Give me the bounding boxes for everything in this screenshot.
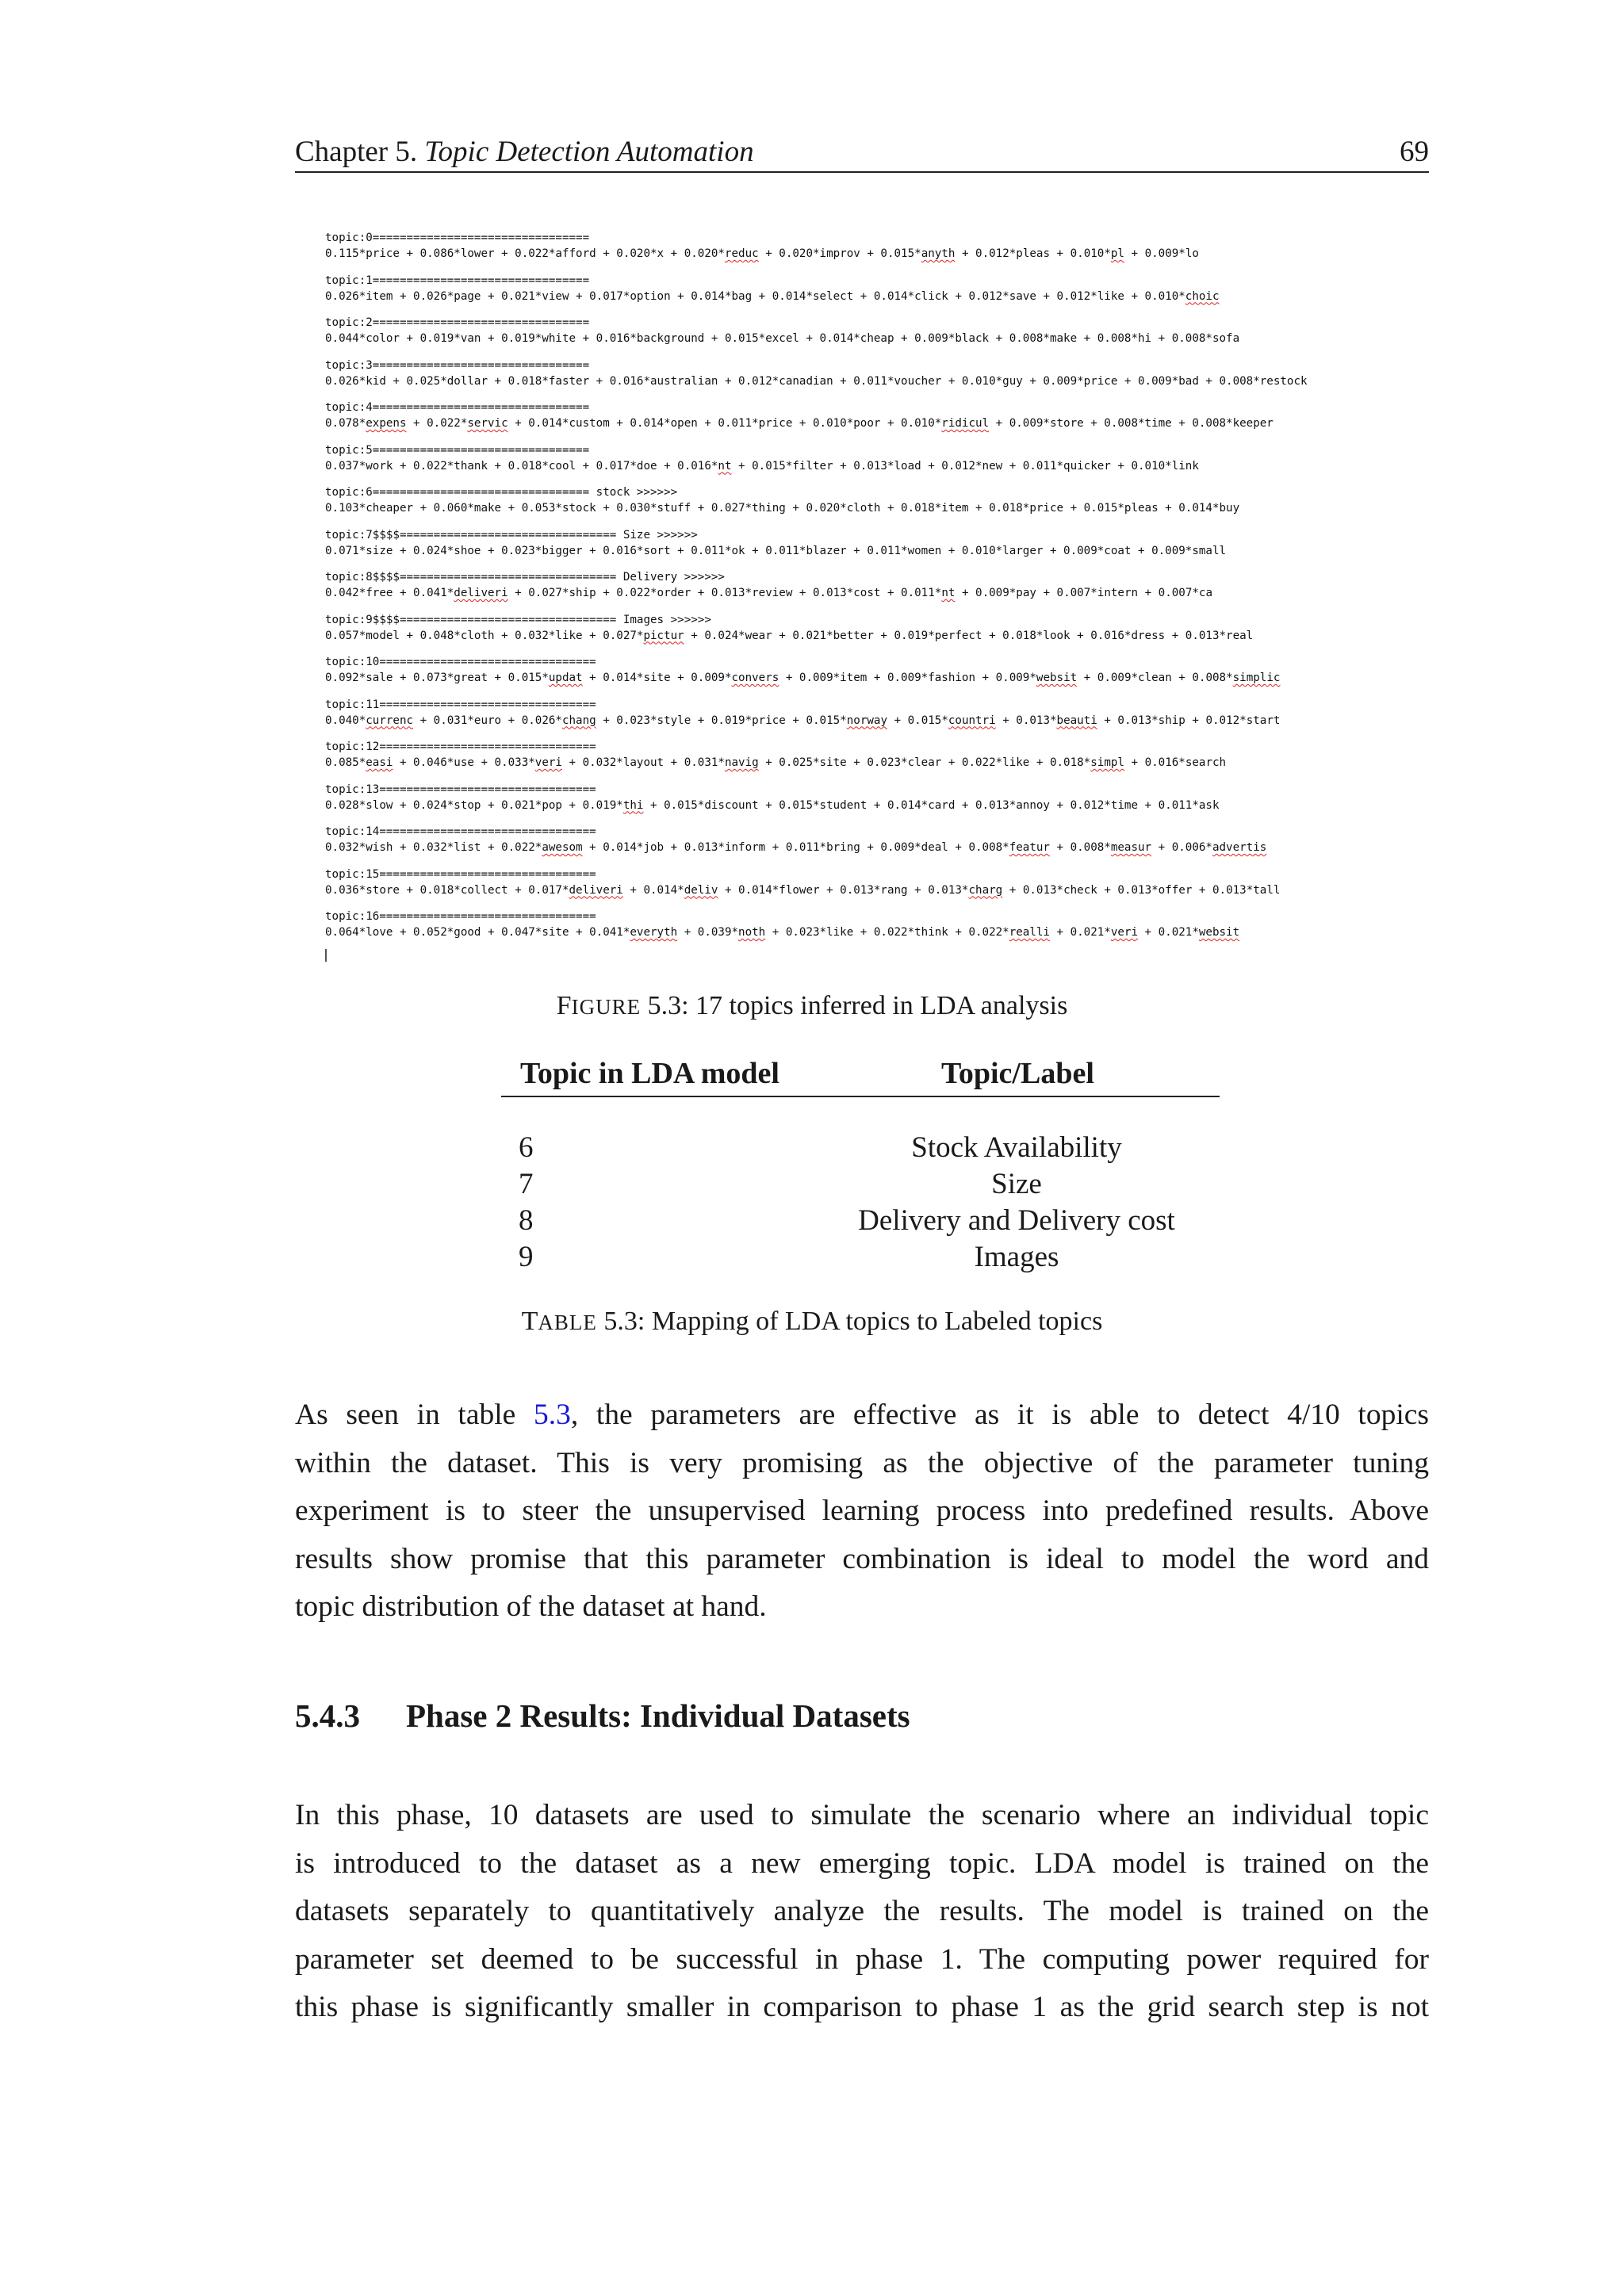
- lda-word-run: + 0.012*pleas + 0.010*: [955, 247, 1111, 260]
- lda-word-run: + 0.013*check + 0.013*offer + 0.013*tall: [1002, 883, 1281, 897]
- spellcheck-flagged-word: simplic: [1232, 672, 1281, 684]
- lda-word-run: + 0.022*: [406, 417, 468, 430]
- lda-word-run: + 0.024*wear + 0.021*better + 0.019*perfect + 0.018*look + 0.016*dress + 0.013*real: [684, 629, 1254, 642]
- text-cursor: [325, 949, 327, 962]
- lda-topic-header: topic:4================================: [325, 401, 590, 414]
- lda-word-run: + 0.009*clean + 0.008*: [1077, 672, 1233, 684]
- table-header-row: [501, 1056, 1220, 1097]
- lda-word-run: 0.026*item + 0.026*page + 0.021*view + 0.017*option + 0.014*bag + 0.014*select + 0.014*click + 0.012*save + 0.012*like + 0.010*: [325, 289, 1185, 303]
- lda-word-run: + 0.015*filter + 0.013*load + 0.012*new + 0.011*quicker + 0.010*link: [731, 459, 1199, 473]
- table-cell-topic: 6: [519, 1131, 534, 1164]
- lda-word-run: + 0.006*: [1151, 841, 1212, 854]
- lda-topic-words: [325, 585, 1435, 601]
- spellcheck-flagged-word: deliv: [684, 883, 718, 897]
- lda-word-run: + 0.014*site + 0.009*: [582, 672, 732, 684]
- lda-word-run: + 0.009*pay + 0.007*intern + 0.007*ca: [955, 587, 1212, 599]
- spellcheck-flagged-word: navig: [724, 756, 759, 769]
- table-cell-label: Stock Availability: [911, 1131, 1122, 1164]
- spellcheck-flagged-word: beauti: [1056, 714, 1097, 727]
- lda-word-run: + 0.008*: [1049, 841, 1111, 854]
- spellcheck-flagged-word: norway: [846, 714, 887, 727]
- spellcheck-flagged-word: nt: [718, 459, 732, 473]
- table-header-label: Topic/Label: [941, 1057, 1094, 1090]
- lda-word-run: + 0.023*style + 0.019*price + 0.015*: [596, 714, 847, 727]
- table-cell-label: Images: [974, 1241, 1059, 1273]
- lda-word-run: 0.115*price + 0.086*lower + 0.022*afford + 0.020*x + 0.020*: [325, 247, 725, 260]
- lda-topic-header: topic:11================================: [325, 698, 596, 711]
- spellcheck-flagged-word: deliveri: [454, 587, 508, 599]
- lda-word-run: 0.032*wish + 0.032*list + 0.022*: [325, 841, 542, 854]
- paragraph-line: [295, 1391, 1429, 1440]
- lda-topic-block: [325, 909, 1435, 951]
- lda-word-run: 0.042*free + 0.041*: [325, 587, 454, 599]
- lda-word-run: 0.085*: [325, 756, 366, 769]
- paragraph-line: In this phase, 10 datasets are used to simulate the scenario where an individual topic: [295, 1799, 1429, 1831]
- lda-word-run: 0.036*store + 0.018*collect + 0.017*: [325, 883, 569, 897]
- spellcheck-flagged-word: updat: [548, 672, 583, 684]
- table-cell-topic: 8: [519, 1204, 534, 1237]
- table-number: 5.3:: [603, 1307, 645, 1336]
- spellcheck-flagged-word: pictur: [643, 629, 684, 642]
- spellcheck-flagged-word: countri: [948, 714, 996, 727]
- lda-word-run: 0.103*cheaper + 0.060*make + 0.053*stock + 0.030*stuff + 0.027*thing + 0.020*cloth + 0.018*item + 0.018*price + 0.015*pleas + 0.014*buy: [325, 502, 1240, 515]
- spellcheck-flagged-word: websit: [1036, 672, 1078, 684]
- lda-topic-header: topic:10================================: [325, 656, 596, 668]
- spellcheck-flagged-word: realli: [1009, 926, 1050, 939]
- chapter-prefix: Chapter 5.: [295, 136, 418, 168]
- lda-word-run: 0.064*love + 0.052*good + 0.047*site + 0.041*: [325, 926, 630, 939]
- table-reference-link[interactable]: 5.3: [533, 1399, 571, 1431]
- lda-word-run: 0.092*sale + 0.073*great + 0.015*: [325, 672, 549, 684]
- lda-word-run: + 0.021*: [1049, 926, 1111, 939]
- paragraph-line: topic distribution of the dataset at hand.: [295, 1590, 767, 1623]
- chapter-heading: [295, 135, 754, 169]
- lda-word-run: 0.037*work + 0.022*thank + 0.018*cool + 0.017*doe + 0.016*: [325, 459, 718, 473]
- lda-topic-header: topic:16================================: [325, 910, 596, 923]
- spellcheck-flagged-word: expens: [366, 417, 407, 430]
- paragraph-line: parameter set deemed to be successful in phase 1. The computing power required for: [295, 1942, 1429, 1976]
- spellcheck-flagged-word: easi: [366, 756, 393, 769]
- topic-mapping-table: [501, 1056, 1220, 1276]
- figure-label-initial: F: [556, 991, 572, 1020]
- spellcheck-flagged-word: featur: [1009, 841, 1050, 854]
- phase2-paragraph: [295, 1792, 1429, 2032]
- lda-word-run: + 0.025*site + 0.023*clear + 0.022*like + 0.018*: [758, 756, 1091, 769]
- lda-word-run: + 0.039*: [677, 926, 739, 939]
- lda-topic-words: [325, 289, 1435, 304]
- paragraph-line: datasets separately to quantitatively analyze the results. The model is trained on the: [295, 1895, 1429, 1927]
- spellcheck-flagged-word: nt: [941, 587, 956, 599]
- lda-topic-block: [325, 569, 1435, 612]
- paragraph-line: within the dataset. This is very promising as the objective of the parameter tuning: [295, 1446, 1429, 1479]
- paragraph-line: this phase is significantly smaller in comparison to phase 1 as the grid search step is not: [295, 1991, 1429, 2023]
- lda-topic-block: [325, 315, 1435, 358]
- figure-number: 5.3:: [647, 991, 689, 1020]
- lda-topic-words: [325, 415, 1435, 431]
- spellcheck-flagged-word: everyth: [630, 926, 678, 939]
- section-number: 5.4.3: [295, 1697, 360, 1734]
- lda-topic-block: [325, 273, 1435, 316]
- lda-word-run: 0.044*color + 0.019*van + 0.019*white + 0.016*background + 0.015*excel + 0.014*cheap + 0.009*black + 0.008*make + 0.008*hi + 0.008*sofa: [325, 332, 1240, 345]
- spellcheck-flagged-word: reduc: [724, 247, 759, 260]
- figure-caption: [0, 991, 1624, 1021]
- table-caption: [0, 1307, 1624, 1337]
- spellcheck-flagged-word: veri: [534, 756, 562, 769]
- spellcheck-flagged-word: deliveri: [569, 883, 623, 897]
- spellcheck-flagged-word: awesom: [542, 841, 583, 854]
- section-title: Phase 2 Results: Individual Datasets: [406, 1697, 910, 1734]
- lda-word-run: + 0.027*ship + 0.022*order + 0.013*review + 0.013*cost + 0.011*: [508, 587, 942, 599]
- lda-word-run: + 0.015*: [887, 714, 948, 727]
- lda-topic-words: [325, 670, 1435, 686]
- page-number: 69: [1400, 136, 1429, 168]
- lda-output-screenshot: [325, 230, 1435, 951]
- lda-topic-block: [325, 739, 1435, 782]
- chapter-title: Topic Detection Automation: [424, 136, 754, 168]
- lda-topic-header: topic:15================================: [325, 867, 596, 881]
- lda-word-run: + 0.023*like + 0.022*think + 0.022*: [765, 926, 1009, 939]
- lda-topic-words: [325, 246, 1435, 262]
- text-run: As seen in table: [295, 1399, 534, 1431]
- paragraph-line: is introduced to the dataset as a new emerging topic. LDA model is trained on the: [295, 1846, 1429, 1880]
- lda-topic-block: [325, 782, 1435, 825]
- lda-topic-words: [325, 882, 1435, 898]
- lda-topic-header: topic:13================================: [325, 783, 596, 796]
- spellcheck-flagged-word: pl: [1110, 247, 1124, 260]
- spellcheck-flagged-word: veri: [1110, 926, 1139, 939]
- table-cell-label: Size: [991, 1168, 1042, 1200]
- lda-topic-block: [325, 612, 1435, 655]
- lda-word-run: + 0.014*: [622, 883, 684, 897]
- lda-topic-words: [325, 755, 1435, 771]
- paragraph-line: experiment is to steer the unsupervised learning process into predefined results. Above: [295, 1494, 1429, 1527]
- lda-word-run: + 0.015*discount + 0.015*student + 0.014*card + 0.013*annoy + 0.012*time + 0.011*ask: [643, 798, 1220, 812]
- spellcheck-flagged-word: simpl: [1090, 756, 1124, 769]
- table-cell-topic: 7: [519, 1168, 534, 1200]
- lda-topic-words: [325, 798, 1435, 813]
- lda-word-run: + 0.013*: [995, 714, 1057, 727]
- table-row: [501, 1167, 1220, 1203]
- spellcheck-flagged-word: chang: [561, 714, 596, 727]
- lda-word-run: + 0.009*lo: [1124, 247, 1199, 260]
- lda-topic-header: topic:0================================: [325, 232, 590, 244]
- lda-topic-block: [325, 824, 1435, 867]
- lda-word-run: + 0.031*euro + 0.026*: [413, 714, 562, 727]
- lda-topic-block: [325, 230, 1435, 273]
- paragraph-line: results show promise that this parameter combination is ideal to model the word and: [295, 1542, 1429, 1575]
- spellcheck-flagged-word: noth: [738, 926, 766, 939]
- spellcheck-flagged-word: websit: [1198, 926, 1240, 939]
- lda-topic-words: [325, 500, 1435, 516]
- lda-topic-words: [325, 628, 1435, 644]
- table-label-initial: T: [521, 1307, 538, 1336]
- lda-word-run: + 0.046*use + 0.033*: [393, 756, 535, 769]
- table-row: [501, 1240, 1220, 1276]
- lda-topic-words: [325, 840, 1435, 855]
- lda-word-run: + 0.021*: [1138, 926, 1199, 939]
- spellcheck-flagged-word: thi: [622, 798, 644, 812]
- lda-word-run: 0.040*: [325, 714, 366, 727]
- lda-word-run: + 0.014*custom + 0.014*open + 0.011*price + 0.010*poor + 0.010*: [508, 417, 942, 430]
- figure-label-rest: IGURE: [571, 995, 642, 1019]
- lda-topic-block: [325, 697, 1435, 740]
- lda-word-run: 0.026*kid + 0.025*dollar + 0.018*faster + 0.016*australian + 0.012*canadian + 0.011*voucher + 0.010*guy + 0.009*price + 0.009*bad + 0.008*restock: [325, 374, 1308, 388]
- lda-word-run: + 0.016*search: [1124, 756, 1227, 769]
- lda-topic-header: topic:7$$$$================================ Size >>>>>>: [325, 528, 698, 541]
- results-paragraph: [295, 1391, 1429, 1632]
- table-row: [501, 1203, 1220, 1240]
- spellcheck-flagged-word: convers: [731, 672, 779, 684]
- spellcheck-flagged-word: choic: [1185, 289, 1220, 303]
- table-cell-label: Delivery and Delivery cost: [858, 1204, 1175, 1237]
- spellcheck-flagged-word: currenc: [366, 714, 414, 727]
- lda-word-run: 0.028*slow + 0.024*stop + 0.021*pop + 0.019*: [325, 798, 623, 812]
- lda-word-run: + 0.032*layout + 0.031*: [561, 756, 725, 769]
- lda-topic-header: topic:5================================: [325, 443, 590, 457]
- lda-topic-words: [325, 713, 1435, 729]
- lda-topic-words: [325, 373, 1435, 389]
- lda-word-run: + 0.020*improv + 0.015*: [758, 247, 921, 260]
- text-run: , the parameters are effective as it is able to detect 4/10 topics: [570, 1399, 1429, 1431]
- lda-word-run: + 0.009*item + 0.009*fashion + 0.009*: [779, 672, 1036, 684]
- lda-topic-header: topic:9$$$$================================ Images >>>>>>: [325, 613, 711, 626]
- spellcheck-flagged-word: anyth: [921, 247, 956, 260]
- spellcheck-flagged-word: ridicul: [941, 417, 990, 430]
- lda-topic-block: [325, 442, 1435, 485]
- spellcheck-flagged-word: charg: [968, 883, 1003, 897]
- lda-topic-block: [325, 527, 1435, 570]
- lda-topic-words: [325, 331, 1435, 346]
- page-header: [295, 133, 1429, 173]
- lda-word-run: 0.078*: [325, 417, 366, 430]
- lda-topic-header: topic:14================================: [325, 825, 596, 838]
- lda-topic-block: [325, 484, 1435, 527]
- lda-topic-block: [325, 358, 1435, 400]
- lda-word-run: + 0.013*ship + 0.012*start: [1097, 714, 1281, 727]
- lda-topic-header: topic:2================================: [325, 316, 590, 329]
- lda-word-run: + 0.009*store + 0.008*time + 0.008*keeper: [989, 417, 1274, 430]
- lda-topic-header: topic:1================================: [325, 274, 590, 287]
- table-cell-topic: 9: [519, 1241, 534, 1273]
- lda-topic-block: [325, 400, 1435, 442]
- table-caption-text: Mapping of LDA topics to Labeled topics: [651, 1307, 1103, 1336]
- lda-topic-words: [325, 924, 1435, 940]
- section-heading: [295, 1697, 910, 1735]
- spellcheck-flagged-word: servic: [467, 417, 508, 430]
- spellcheck-flagged-word: measur: [1110, 841, 1152, 854]
- lda-word-run: 0.071*size + 0.024*shoe + 0.023*bigger + 0.016*sort + 0.011*ok + 0.011*blazer + 0.011*women + 0.010*larger + 0.009*coat + 0.009*small: [325, 544, 1227, 557]
- spellcheck-flagged-word: advertis: [1212, 841, 1267, 854]
- table-label-rest: ABLE: [538, 1311, 597, 1334]
- figure-caption-text: 17 topics inferred in LDA analysis: [695, 991, 1068, 1020]
- lda-topic-block: [325, 867, 1435, 909]
- lda-word-run: 0.057*model + 0.048*cloth + 0.032*like + 0.027*: [325, 629, 644, 642]
- table-row: [501, 1131, 1220, 1167]
- lda-word-run: + 0.014*job + 0.013*inform + 0.011*bring + 0.009*deal + 0.008*: [582, 841, 1009, 854]
- lda-word-run: + 0.014*flower + 0.013*rang + 0.013*: [718, 883, 969, 897]
- lda-topic-header: topic:6================================ stock >>>>>>: [325, 486, 678, 499]
- lda-topic-block: [325, 654, 1435, 697]
- table-header-lda-topic: Topic in LDA model: [520, 1057, 779, 1090]
- lda-topic-header: topic:3================================: [325, 358, 590, 372]
- lda-topic-header: topic:12================================: [325, 740, 596, 753]
- lda-topic-words: [325, 543, 1435, 559]
- lda-topic-words: [325, 458, 1435, 474]
- lda-topic-header: topic:8$$$$================================ Delivery >>>>>>: [325, 571, 725, 584]
